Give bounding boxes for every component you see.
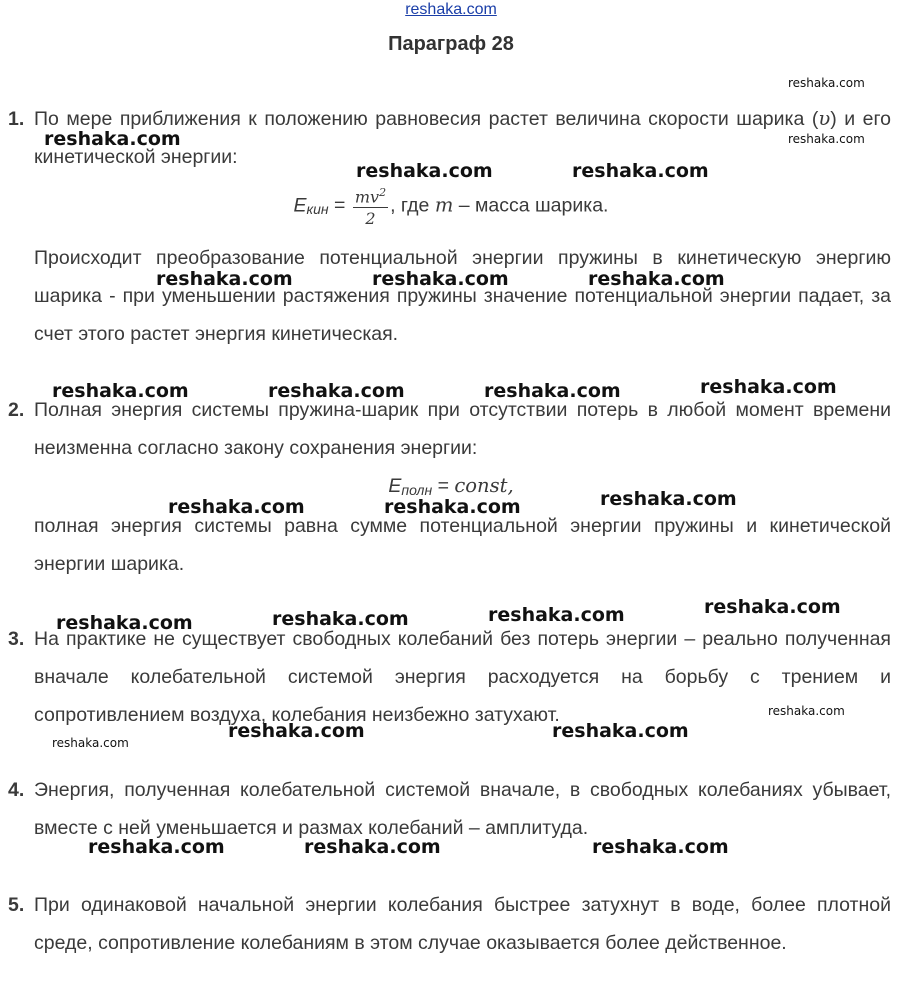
formula-equals: = bbox=[328, 194, 351, 217]
watermark: reshaka.com bbox=[484, 380, 621, 402]
item-3-text: На практике не существует свободных колебаний без потерь энергии – реально полученная вначале колебательной системой энергия расходуется на борьбу с трением и сопротивлением воздуха, колебания неизбежно затухают. bbox=[34, 628, 891, 726]
watermark-small: reshaka.com bbox=[788, 76, 865, 90]
watermark: reshaka.com bbox=[704, 596, 841, 618]
watermark: reshaka.com bbox=[88, 836, 225, 858]
formula-tail-b: – масса шарика. bbox=[453, 194, 609, 217]
item-2-number: 2. bbox=[8, 399, 25, 421]
fraction-numerator-exponent: 2 bbox=[379, 186, 387, 199]
watermark: reshaka.com bbox=[592, 836, 729, 858]
watermark: reshaka.com bbox=[588, 268, 725, 290]
formula2-lhs: E bbox=[388, 475, 402, 497]
total-energy-formula bbox=[0, 474, 902, 498]
item-5-text: При одинаковой начальной энергии колебания быстрее затухнут в воде, более плотной среде, сопротивление колебаниям в этом случае оказывается более действенное. bbox=[34, 894, 891, 954]
kinetic-energy-formula bbox=[0, 184, 902, 228]
formula-lhs-sub: кин bbox=[306, 201, 329, 218]
formula-fraction bbox=[353, 184, 388, 228]
formula2-equals: = bbox=[432, 475, 455, 497]
watermark: reshaka.com bbox=[700, 376, 837, 398]
item-1-explanation: Происходит преобразование потенциальной энергии пружины в кинетическую энергию шарика - при уменьшении растяжения пружины значение потенциальной энергии падает, за счет этого растет энергия кинетическая. bbox=[34, 247, 891, 345]
item-2-text: Полная энергия системы пружина-шарик при отсутствии потерь в любой момент времени неизменна согласно закону сохранения энергии: bbox=[34, 399, 891, 459]
watermark: reshaka.com bbox=[384, 496, 521, 518]
fraction-denominator: 2 bbox=[365, 209, 376, 229]
formula-tail-a: , где bbox=[390, 194, 435, 217]
watermark: reshaka.com bbox=[552, 720, 689, 742]
velocity-symbol: υ bbox=[818, 107, 831, 130]
item-1-number: 1. bbox=[8, 108, 25, 130]
watermark: reshaka.com bbox=[168, 496, 305, 518]
item-3-number: 3. bbox=[8, 628, 25, 650]
fraction-numerator-base: mv bbox=[354, 187, 380, 207]
watermark: reshaka.com bbox=[272, 608, 409, 630]
fraction-numerator bbox=[353, 184, 388, 208]
item-4-text: Энергия, полученная колебательной системой вначале, в свободных колебаниях убывает, вместе с ней уменьшается и размах колебаний – амплитуда. bbox=[34, 779, 891, 839]
formula-tail-var: m bbox=[434, 193, 454, 217]
watermark: reshaka.com bbox=[572, 160, 709, 182]
watermark-small: reshaka.com bbox=[52, 736, 129, 750]
watermark: reshaka.com bbox=[356, 160, 493, 182]
item-4-number: 4. bbox=[8, 779, 25, 801]
item-1-text-a: По мере приближения к положению равновесия растет величина скорости шарика ( bbox=[34, 108, 819, 130]
formula-lhs: E bbox=[293, 194, 307, 217]
formula2-rhs: const, bbox=[454, 474, 514, 497]
watermark-small: reshaka.com bbox=[768, 704, 845, 718]
watermark: reshaka.com bbox=[372, 268, 509, 290]
watermark: reshaka.com bbox=[44, 128, 181, 150]
page-title: Параграф 28 bbox=[388, 33, 514, 55]
watermark: reshaka.com bbox=[600, 488, 737, 510]
watermark: reshaka.com bbox=[56, 612, 193, 634]
watermark: reshaka.com bbox=[228, 720, 365, 742]
watermark: reshaka.com bbox=[304, 836, 441, 858]
site-link[interactable]: reshaka.com bbox=[405, 1, 497, 18]
watermark: reshaka.com bbox=[488, 604, 625, 626]
item-5-number: 5. bbox=[8, 894, 25, 916]
formula2-lhs-sub: полн bbox=[401, 482, 433, 498]
watermark: reshaka.com bbox=[268, 380, 405, 402]
watermark: reshaka.com bbox=[52, 380, 189, 402]
watermark: reshaka.com bbox=[156, 268, 293, 290]
item-1-text-b: ) и его кинетической энергии: bbox=[34, 108, 891, 168]
item-2-explanation: полная энергия системы равна сумме потенциальной энергии пружины и кинетической энергии шарика. bbox=[34, 515, 891, 575]
watermark-small: reshaka.com bbox=[788, 132, 865, 146]
